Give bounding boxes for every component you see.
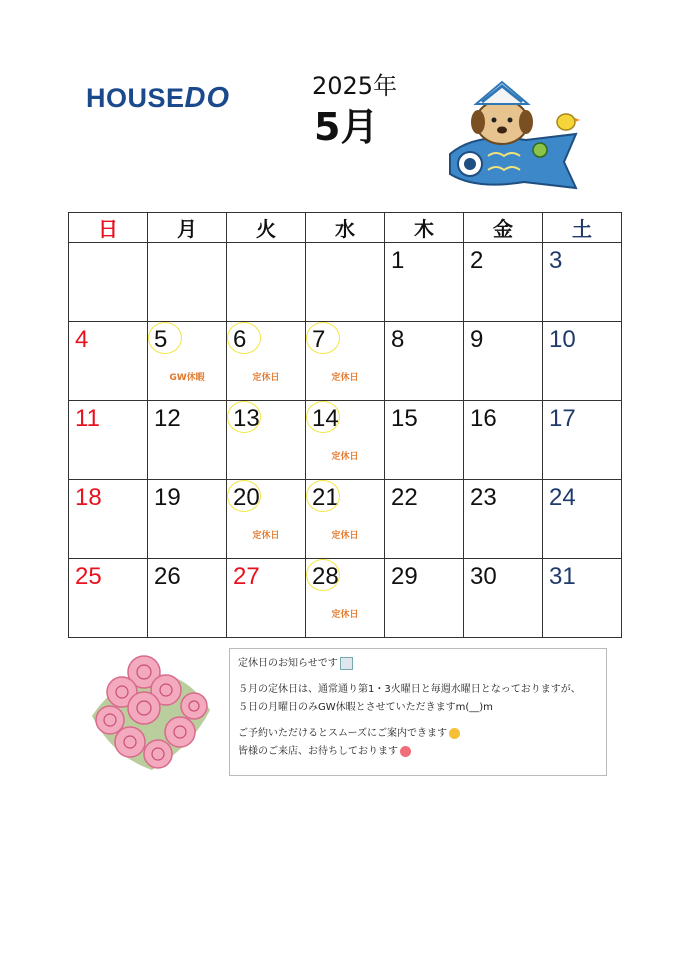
calendar-day-cell — [69, 401, 148, 480]
day-number: 7 — [312, 326, 326, 353]
calendar-day-cell — [148, 322, 227, 401]
day-number: 21 — [312, 484, 339, 511]
calendar-day-cell — [306, 480, 385, 559]
smiling-face-emoji-icon — [449, 728, 460, 739]
calendar-day-cell — [464, 243, 543, 322]
day-number: 3 — [549, 247, 563, 274]
day-number: 8 — [391, 326, 405, 353]
closed-day-notice — [229, 648, 607, 776]
calendar-day-cell — [227, 480, 306, 559]
calendar-day-cell — [464, 559, 543, 638]
calendar-grid — [68, 212, 622, 638]
weekday-header: 水 — [306, 213, 385, 243]
calendar-day-cell — [464, 480, 543, 559]
day-number: 6 — [233, 326, 247, 353]
day-number: 10 — [549, 326, 576, 353]
calendar-week-row — [69, 401, 622, 480]
calendar-day-cell — [306, 559, 385, 638]
day-number: 31 — [549, 563, 576, 590]
highlight-circle — [306, 322, 340, 354]
highlight-circle — [227, 401, 261, 433]
day-number: 20 — [233, 484, 260, 511]
calendar-week-row — [69, 322, 622, 401]
highlight-circle — [148, 322, 182, 354]
calendar-day-cell — [148, 401, 227, 480]
weekday-header: 土 — [543, 213, 622, 243]
calendar-day-cell — [385, 243, 464, 322]
calendar-week-row — [69, 480, 622, 559]
day-number: 4 — [75, 326, 89, 353]
calendar-day-cell — [148, 480, 227, 559]
weekday-header: 日 — [69, 213, 148, 243]
calendar-day-cell — [69, 559, 148, 638]
day-number: 1 — [391, 247, 405, 274]
day-number: 19 — [154, 484, 181, 511]
day-note: 定休日 — [331, 610, 359, 620]
rose-bouquet-icon — [82, 646, 220, 776]
notice-line-4: 皆様のご来店、お待ちしております — [238, 746, 398, 757]
calendar-emoji-icon — [340, 657, 353, 670]
notice-line-3: ご予約いただけるとスムーズにご案内できます — [238, 728, 447, 739]
day-number: 18 — [75, 484, 102, 511]
weekday-header: 火 — [227, 213, 306, 243]
notice-line-2: ５日の月曜日のみGW休暇とさせていただきますm(__)m — [238, 702, 493, 713]
calendar-day-cell — [464, 401, 543, 480]
calendar-day-cell — [227, 322, 306, 401]
calendar-day-cell — [148, 243, 227, 322]
calendar-day-cell — [227, 401, 306, 480]
weekday-header: 木 — [385, 213, 464, 243]
day-number: 11 — [75, 405, 100, 432]
calendar-month: 5月 — [314, 105, 379, 149]
calendar-year: 2025年 — [312, 72, 398, 100]
calendar-week-row — [69, 559, 622, 638]
day-number: 27 — [233, 563, 260, 590]
calendar-day-cell — [464, 322, 543, 401]
calendar-day-cell — [385, 322, 464, 401]
day-number: 5 — [154, 326, 168, 353]
calendar-day-cell — [227, 559, 306, 638]
calendar-day-cell — [543, 322, 622, 401]
calendar-day-cell — [69, 243, 148, 322]
day-number: 28 — [312, 563, 339, 590]
logo-do-text: DO — [184, 82, 231, 114]
day-number: 24 — [549, 484, 576, 511]
highlight-circle — [227, 480, 261, 512]
notice-title: 定休日のお知らせです — [238, 658, 338, 669]
day-number: 17 — [549, 405, 576, 432]
dog-koinobori-illustration-icon — [436, 70, 586, 210]
day-number: 26 — [154, 563, 181, 590]
calendar-day-cell — [385, 559, 464, 638]
day-number: 12 — [154, 405, 181, 432]
calendar-day-cell — [69, 322, 148, 401]
notice-line-1: ５月の定休日は、通常通り第1・3火曜日と毎週水曜日となっておりますが、 — [238, 684, 581, 695]
calendar-day-cell — [227, 243, 306, 322]
calendar-day-cell — [543, 401, 622, 480]
day-number: 30 — [470, 563, 497, 590]
day-number: 22 — [391, 484, 418, 511]
heart-eyes-emoji-icon — [400, 746, 411, 757]
weekday-header-row — [69, 213, 622, 243]
weekday-header: 金 — [464, 213, 543, 243]
calendar-day-cell — [306, 322, 385, 401]
calendar-day-cell — [543, 559, 622, 638]
day-number: 14 — [312, 405, 339, 432]
day-number: 23 — [470, 484, 497, 511]
calendar-week-row — [69, 243, 622, 322]
weekday-header: 月 — [148, 213, 227, 243]
day-number: 13 — [233, 405, 260, 432]
day-number: 15 — [391, 405, 418, 432]
day-number: 16 — [470, 405, 497, 432]
day-note: 定休日 — [252, 531, 280, 541]
calendar-day-cell — [306, 401, 385, 480]
highlight-circle — [306, 480, 340, 512]
calendar-day-cell — [543, 243, 622, 322]
housedo-logo — [86, 82, 230, 115]
calendar-day-cell — [385, 401, 464, 480]
day-note: 定休日 — [331, 531, 359, 541]
day-note: 定休日 — [331, 452, 359, 462]
calendar-day-cell — [385, 480, 464, 559]
day-number: 29 — [391, 563, 418, 590]
day-number: 25 — [75, 563, 102, 590]
calendar-day-cell — [148, 559, 227, 638]
day-note: 定休日 — [331, 373, 359, 383]
day-note: 定休日 — [252, 373, 280, 383]
calendar-body — [69, 243, 622, 638]
logo-house-text: HOUSE — [86, 83, 185, 113]
day-number: 2 — [470, 247, 484, 274]
highlight-circle — [306, 559, 340, 591]
calendar-day-cell — [306, 243, 385, 322]
day-number: 9 — [470, 326, 484, 353]
calendar-day-cell — [543, 480, 622, 559]
highlight-circle — [227, 322, 261, 354]
day-note: GW休暇 — [169, 373, 205, 383]
highlight-circle — [306, 401, 340, 433]
calendar-day-cell — [69, 480, 148, 559]
